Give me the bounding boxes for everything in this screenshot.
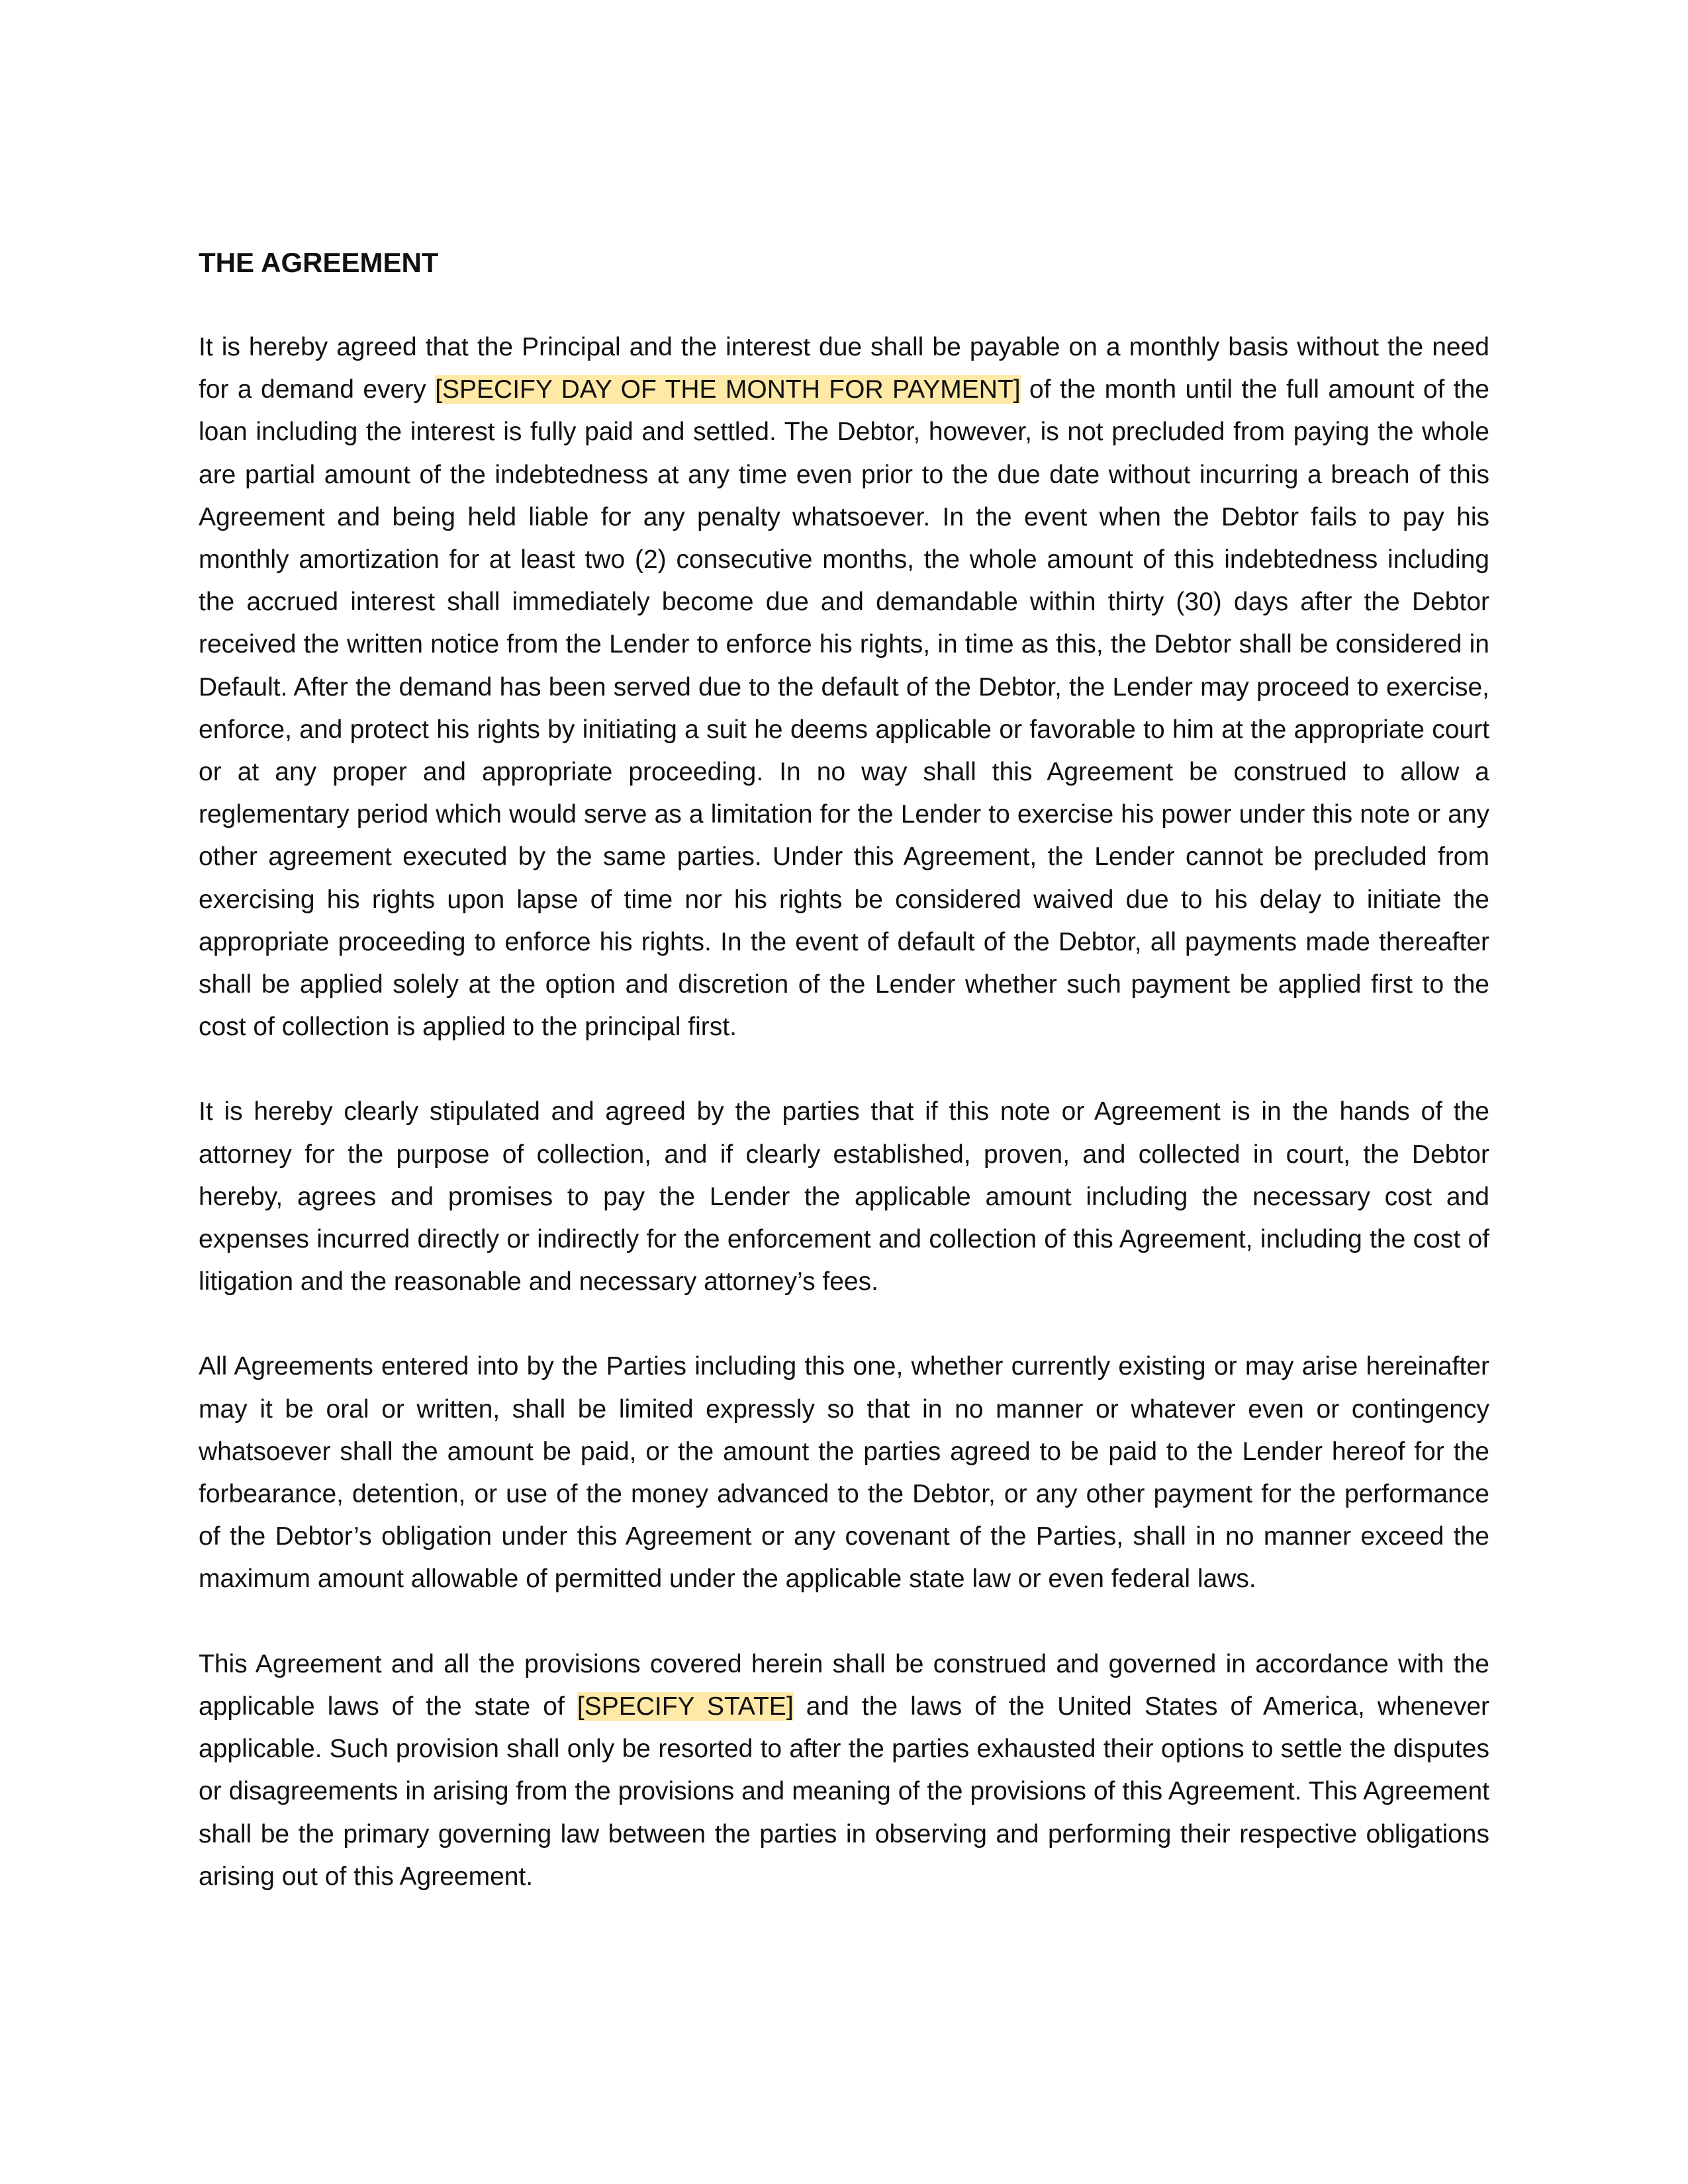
document-body (199, 242, 1489, 1898)
paragraph-text: It is hereby agreed that the Principal and the interest due shall be payable on a monthly basis without the need for a demand every (199, 333, 1489, 404)
paragraph-text: and the laws of the United States of America, whenever applicable. Such provision shall only be resorted to after the parties exhausted their options to settle the disputes or disagreements in arising from the provisions and meaning of the provisions of this Agreement. This Agreement shall be the primary governing law between the parties in observing and performing their respective obligations arising out of this Agreement. (199, 1692, 1490, 1891)
paragraph-usury-limit: All Agreements entered into by the Parties including this one, whether currently existing or may arise hereinafter may it be oral or written, shall be limited expressly so that in no manner or whatever even or contingency whatsoever shall the amount be paid, or the amount the parties agreed to be paid to the Lender hereof for the forbearance, detention, or use of the money advanced to the Debtor, or any other payment for the performance of the Debtor’s obligation under this Agreement or any covenant of the Parties, shall in no manner exceed the maximum amount allowable of permitted under the applicable state law or even federal laws. (199, 1352, 1489, 1594)
document-title: THE AGREEMENT (199, 247, 439, 278)
placeholder-payment-day[interactable]: [SPECIFY DAY OF THE MONTH FOR PAYMENT] (435, 375, 1021, 404)
paragraph-governing-law (199, 1643, 1489, 1898)
paragraph-text: of the month until the full amount of the loan including the interest is fully paid and settled. The Debtor, however, is not precluded from paying the whole are partial amount of the indebtedness at any time even prior to the due date without incurring a breach of this Agreement and being held liable for any penalty whatsoever. In the event when the Debtor fails to pay his monthly amortization for at least two (2) consecutive months, the whole amount of this indebtedness including the accrued interest shall immediately become due and demandable within thirty (30) days after the Debtor received the written notice from the Lender to enforce his rights, in time as this, the Debtor shall be considered in Default. After the demand has been served due to the default of the Debtor, the Lender may proceed to exercise, enforce, and protect his rights by initiating a suit he deems applicable or favorable to him at the appropriate court or at any proper and appropriate proceeding. In no way shall this Agreement be construed to allow a reglementary period which would serve as a limitation for the Lender to exercise his power under this note or any other agreement executed by the same parties. Under this Agreement, the Lender cannot be precluded from exercising his rights upon lapse of time nor his rights be considered waived due to his delay to initiate the appropriate proceeding to enforce his rights. In the event of default of the Debtor, all payments made thereafter shall be applied solely at the option and discretion of the Lender whether such payment be applied first to the cost of collection is applied to the principal first. (199, 375, 1489, 1042)
placeholder-state[interactable]: [SPECIFY STATE] (577, 1692, 794, 1721)
paragraph-collection-costs: It is hereby clearly stipulated and agreed by the parties that if this note or Agreement is in the hands of the attorney for the purpose of collection, and if clearly established, proven, and collected in court, the Debtor hereby, agrees and promises to pay the Lender the applicable amount including the necessary cost and expenses incurred directly or indirectly for the enforcement and collection of this Agreement, including the cost of litigation and the reasonable and necessary attorney’s fees. (199, 1097, 1489, 1297)
paragraph-payment-terms (199, 326, 1489, 1048)
paragraph-text: This Agreement and all the provisions covered herein shall be construed and governed in accordance with the applicable laws of the state of (199, 1649, 1489, 1721)
